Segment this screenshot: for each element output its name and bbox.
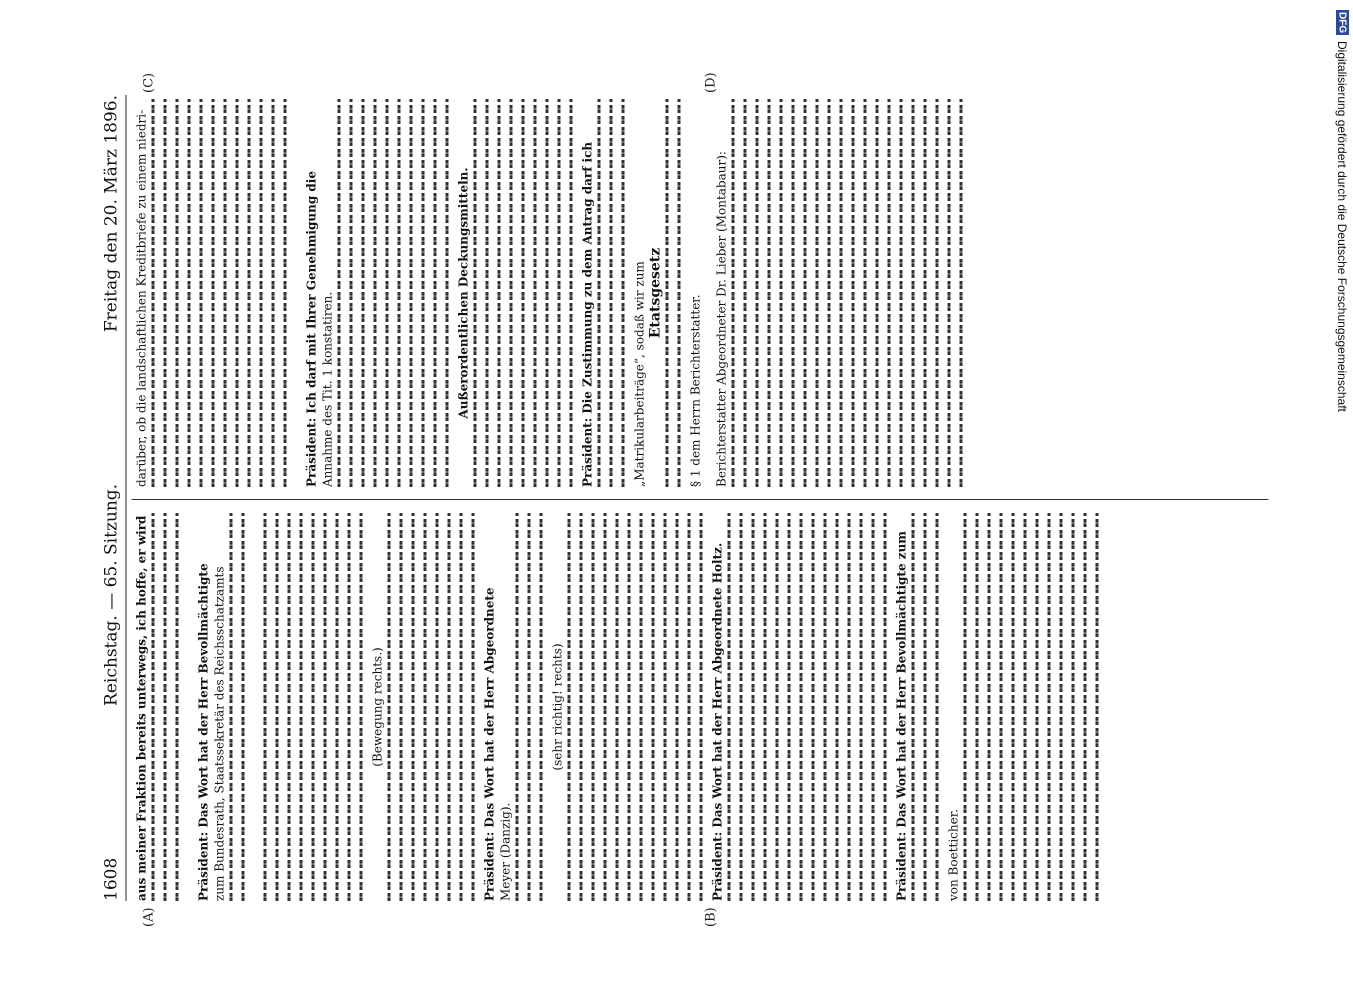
text-line: Berichterstatter Abgeordneter Dr. Lieber (Montabaur):	[714, 151, 729, 487]
session-title: Reichstag. — 65. Sitzung.	[101, 483, 122, 706]
header-rule	[126, 95, 127, 901]
text-line: (Bewegung rechts.)	[370, 647, 385, 767]
text-line: Präsident: Das Wort hat der Herr Bevollmächtigte zum	[894, 531, 909, 901]
margin-mark-a: (A)	[141, 907, 157, 927]
text-line: Präsident: Die Zustimmung zu dem Antrag darf ich	[580, 141, 595, 487]
page-number: 1608	[101, 857, 122, 901]
left-column	[136, 513, 1269, 901]
text-line: von Boetticher.	[946, 809, 961, 901]
text-line: zum Bundesrath, Staatssekretär des Reichsschatzamts	[212, 566, 227, 901]
text-line: Außerordentlichen Deckungsmitteln.	[456, 167, 471, 419]
margin-mark-b: (B)	[703, 907, 719, 927]
text-line: § 1 dem Herrn Berichterstatter.	[688, 294, 703, 487]
margin-mark-d: (D)	[703, 72, 719, 93]
credit-text: Digitalisierung gefördert durch die Deutsche Forschungsgemeinschaft	[1335, 41, 1349, 412]
text-line: Präsident: Ich darf mit Ihrer Genehmigung die	[304, 171, 319, 487]
text-line: darüber, ob die landschaftlichen Kreditbriefe zu einem niedri-	[134, 109, 149, 487]
text-line: Meyer (Danzig).	[498, 802, 513, 901]
digitization-credit	[1335, 10, 1349, 412]
text-line: Etatsgesetz	[647, 247, 664, 339]
dfg-logo: DFG	[1336, 12, 1348, 34]
text-line: Präsident: Das Wort hat der Herr Abgeordnete Holtz.	[710, 542, 725, 901]
text-line: Präsident: Das Wort hat der Herr Bevollmächtigte	[196, 563, 211, 901]
text-line: aus meiner Fraktion bereits unterwegs, ich hoffe, er wird	[134, 515, 149, 901]
margin-mark-c: (C)	[141, 72, 157, 93]
page-header	[80, 95, 122, 901]
text-line: Annahme des Tit. 1 konstatiren.	[320, 291, 335, 487]
text-line: „Matrikularbeiträge“, sodaß wir zum	[632, 261, 647, 487]
session-date: Freitag den 20. März 1896.	[101, 95, 122, 333]
document-page	[64, 35, 1289, 965]
text-line: Präsident: Das Wort hat der Herr Abgeordnete	[482, 587, 497, 901]
text-line: (sehr richtig! rechts)	[550, 643, 565, 771]
column-divider	[132, 499, 1269, 500]
right-column	[136, 99, 1269, 487]
